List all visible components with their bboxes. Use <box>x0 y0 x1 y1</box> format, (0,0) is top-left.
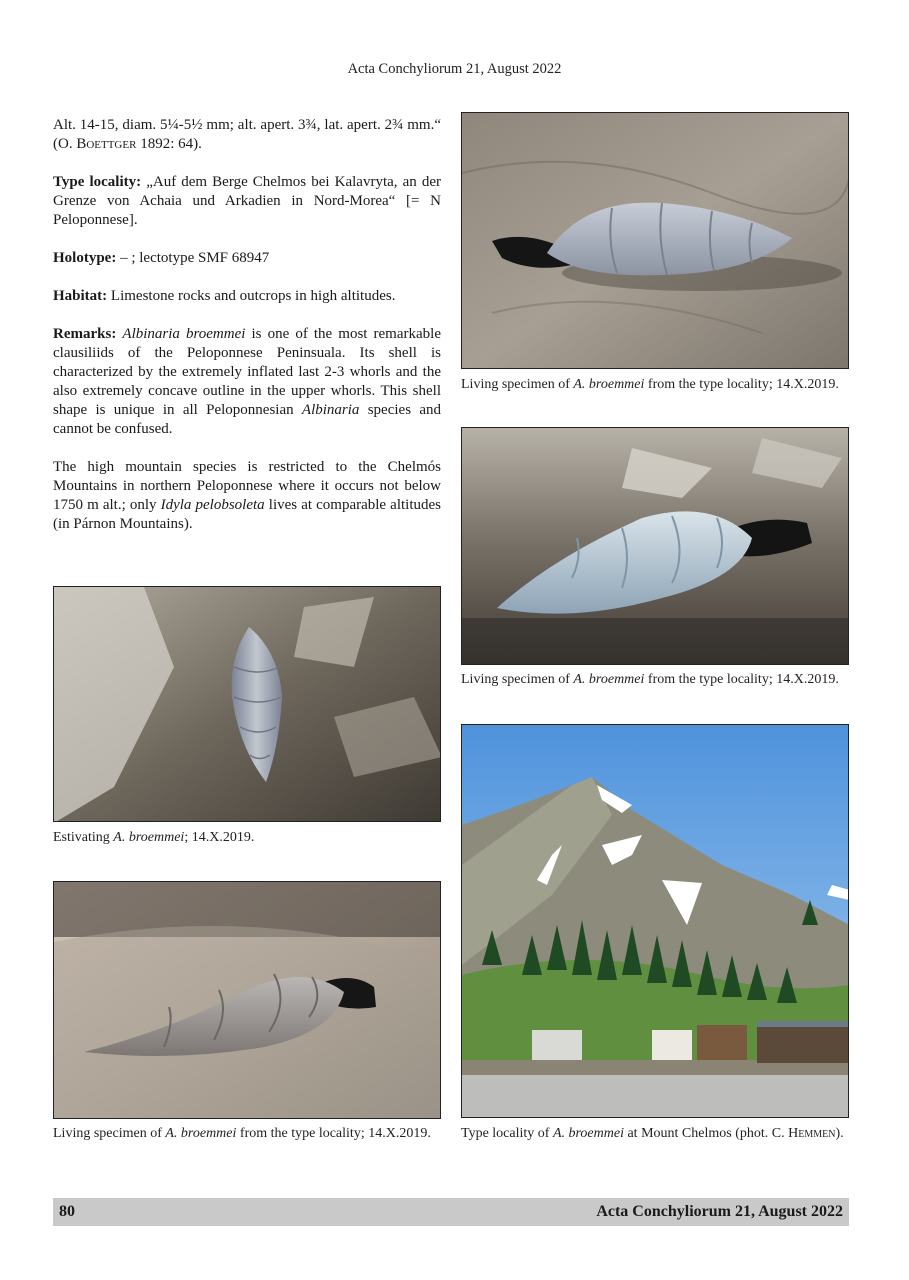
caption-right-bottom: Type locality of A. broemmei at Mount Chelmos (phot. C. Hemmen). <box>461 1126 844 1141</box>
main-text-column <box>53 116 441 553</box>
description-paragraph: Alt. 14-15, diam. 5¼-5½ mm; alt. apert. 3¾, lat. apert. 2¾ mm.“ (O. Boettger 1892: 64). <box>53 117 441 152</box>
holotype-paragraph: Holotype: – ; lectotype SMF 68947 <box>53 250 270 266</box>
photo-type-locality-mountain <box>461 724 849 1118</box>
caption-right-top: Living specimen of A. broemmei from the type locality; 14.X.2019. <box>461 377 839 392</box>
photo-estivating-specimen <box>53 586 441 822</box>
caption-right-mid: Living specimen of A. broemmei from the type locality; 14.X.2019. <box>461 672 839 687</box>
footer-journal-title: Acta Conchyliorum 21, August 2022 <box>596 1203 843 1220</box>
page-number: 80 <box>59 1203 75 1220</box>
caption-left-mid: Estivating A. broemmei; 14.X.2019. <box>53 830 255 845</box>
remarks-paragraph: Remarks: Albinaria broemmei is one of the most remarkable clausiliids of the Peloponnese Peninsuala. Its shell is characterized by the extremely inflated last 2-3 whorls and the also extremely concave outline in the upper whorls. This shell shape is unique in all Peloponnesian Albinaria species and cannot be confused. <box>53 326 441 437</box>
type-locality-paragraph: Type locality: „Auf dem Berge Chelmos bei Kalavryta, an der Grenze von Achaia und Arkadien in Nord-Morea“ [= N Peloponnese]. <box>53 174 441 228</box>
photo-living-specimen-3 <box>53 881 441 1119</box>
running-header: Acta Conchyliorum 21, August 2022 <box>347 61 562 77</box>
habitat-paragraph: Habitat: Limestone rocks and outcrops in high altitudes. <box>53 288 396 304</box>
photo-living-specimen-1 <box>461 112 849 369</box>
distribution-paragraph: The high mountain species is restricted to the Chelmós Mountains in northern Peloponnese where it occurs not below 1750 m alt.; only Idyla pelobsoleta lives at comparable altitudes (in Párnon Mountains). <box>53 459 441 532</box>
page-footer <box>53 1198 849 1226</box>
caption-left-bottom: Living specimen of A. broemmei from the type locality; 14.X.2019. <box>53 1126 431 1141</box>
photo-living-specimen-2 <box>461 427 849 665</box>
